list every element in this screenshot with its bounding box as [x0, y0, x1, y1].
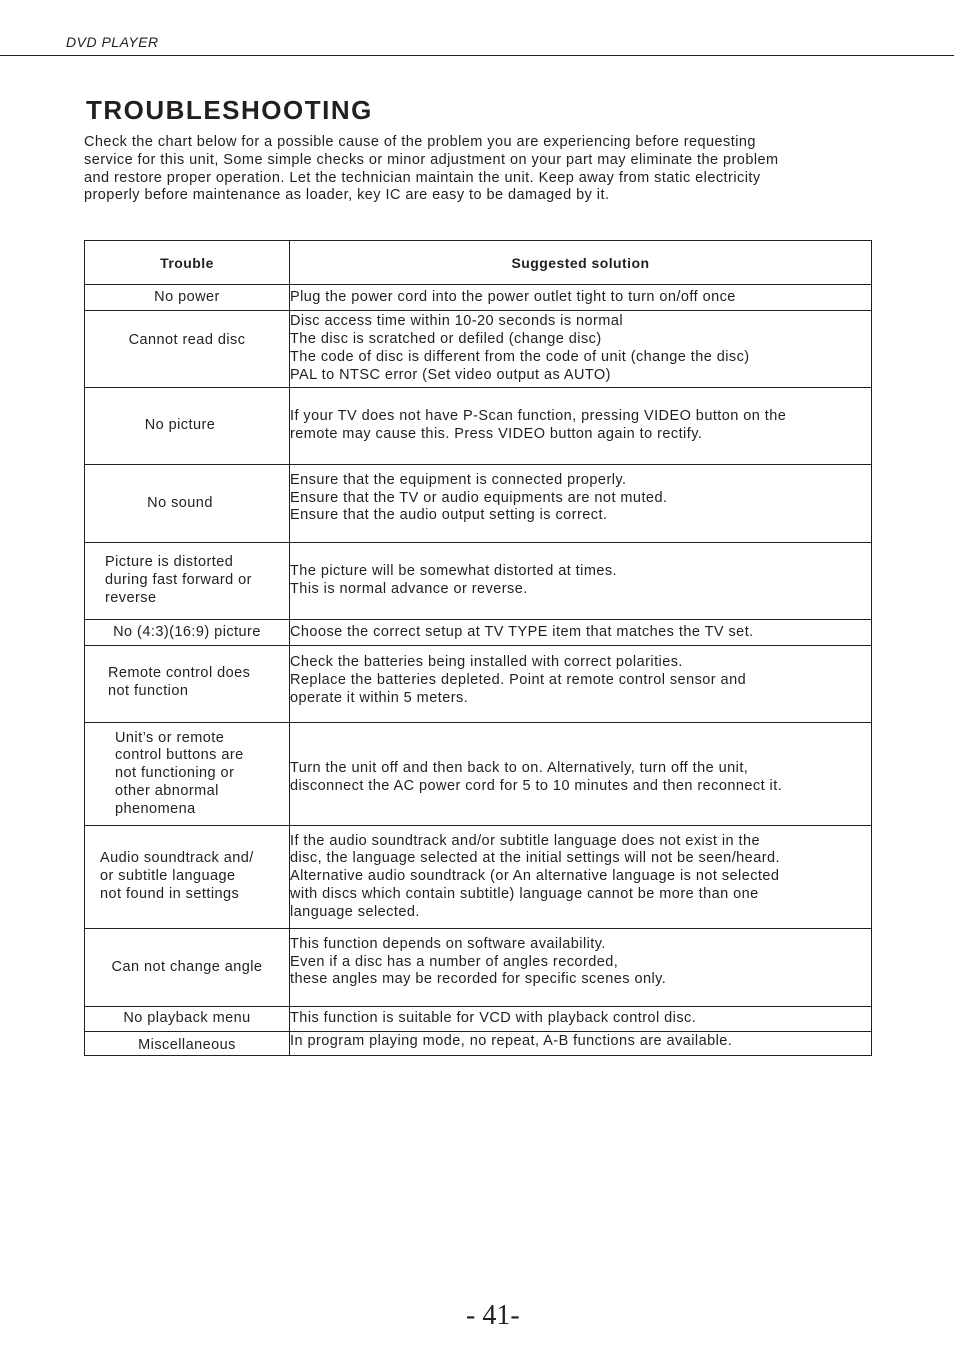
trouble-cell — [85, 1007, 290, 1032]
solution-cell — [290, 723, 872, 826]
table-row — [85, 1032, 872, 1056]
solution-line: In program playing mode, no repeat, A-B functions are available. — [290, 1032, 733, 1049]
solution-line: Disc access time within 10-20 seconds is normal — [290, 313, 624, 330]
table-row — [85, 465, 872, 543]
solution-cell — [290, 1032, 872, 1056]
table-row — [85, 388, 872, 465]
solution-cell — [290, 826, 872, 929]
solution-line: these angles may be recorded for specific scenes only. — [290, 971, 667, 988]
solution-line: The picture will be somewhat distorted at times. — [290, 563, 618, 580]
trouble-line: phenomena — [115, 800, 196, 817]
trouble-line: No power — [154, 288, 220, 305]
solution-line: Plug the power cord into the power outlet tight to turn on/off once — [290, 288, 736, 305]
trouble-line: Remote control does — [108, 665, 251, 682]
solution-line: operate it within 5 meters. — [290, 689, 469, 706]
trouble-line: No sound — [147, 494, 213, 511]
trouble-cell — [85, 311, 290, 388]
solution-line: Alternative audio soundtrack (or An alternative language is not selected — [290, 868, 780, 885]
trouble-line: Unit’s or remote — [115, 729, 225, 746]
intro-line: Check the chart below for a possible cause of the problem you are experiencing before requesting — [84, 134, 756, 150]
trouble-cell — [85, 465, 290, 543]
trouble-line: Audio soundtrack and/ — [100, 850, 254, 867]
header-label: DVD PLAYER — [66, 34, 159, 50]
header-rule — [0, 55, 954, 56]
solution-line: The disc is scratched or defiled (change disc) — [290, 331, 602, 348]
solution-line: with discs which contain subtitle) language cannot be more than one — [290, 885, 759, 902]
table-row — [85, 285, 872, 311]
trouble-line: during fast forward or — [105, 572, 252, 589]
intro-paragraph — [84, 134, 884, 205]
solution-cell — [290, 620, 872, 646]
solution-line: remote may cause this. Press VIDEO button again to rectify. — [290, 426, 703, 442]
trouble-cell — [85, 620, 290, 646]
solution-line: Even if a disc has a number of angles recorded, — [290, 953, 619, 970]
trouble-line: Cannot read disc — [128, 332, 246, 349]
trouble-line: not found in settings — [100, 885, 240, 902]
trouble-cell — [85, 929, 290, 1007]
trouble-cell — [85, 723, 290, 826]
trouble-line: not functioning or — [115, 765, 235, 782]
troubleshooting-table — [84, 240, 872, 1056]
solution-line: Replace the batteries depleted. Point at remote control sensor and — [290, 672, 747, 689]
page-number: - 41- — [466, 1300, 520, 1331]
solution-line: Turn the unit off and then back to on. Alternatively, turn off the unit, — [290, 760, 749, 777]
trouble-line: Picture is distorted — [105, 554, 234, 571]
page-title: TROUBLESHOOTING — [86, 95, 373, 125]
table-row — [85, 646, 872, 723]
trouble-cell — [85, 388, 290, 465]
trouble-line: No picture — [144, 417, 216, 434]
trouble-line: reverse — [105, 589, 157, 606]
solution-line: Check the batteries being installed with correct polarities. — [290, 654, 683, 671]
solution-cell — [290, 543, 872, 620]
trouble-cell — [85, 646, 290, 723]
trouble-line: control buttons are — [115, 747, 244, 764]
table-row — [85, 620, 872, 646]
trouble-cell — [85, 826, 290, 929]
solution-line: Choose the correct setup at TV TYPE item that matches the TV set. — [290, 623, 754, 640]
solution-cell — [290, 311, 872, 388]
solution-line: Ensure that the TV or audio equipments are not muted. — [290, 489, 668, 506]
solution-cell — [290, 465, 872, 543]
solution-line: Ensure that the audio output setting is correct. — [290, 507, 608, 524]
solution-line: language selected. — [290, 903, 420, 920]
trouble-line: other abnormal — [115, 782, 219, 799]
trouble-line: not function — [108, 683, 189, 699]
intro-line: properly before maintenance as loader, key IC are easy to be damaged by it. — [84, 187, 610, 204]
solution-line: The code of disc is different from the code of unit (change the disc) — [290, 349, 750, 365]
solution-line: If your TV does not have P-Scan function, pressing VIDEO button on the — [290, 408, 787, 425]
solution-cell — [290, 929, 872, 1007]
table-row — [85, 929, 872, 1007]
table-row — [85, 1007, 872, 1032]
solution-cell — [290, 646, 872, 723]
table-row — [85, 311, 872, 388]
trouble-line: No playback menu — [123, 1010, 251, 1027]
intro-line: and restore proper operation. Let the technician maintain the unit. Keep away from static electricity — [84, 169, 761, 186]
solution-line: disconnect the AC power cord for 5 to 10 minutes and then reconnect it. — [290, 778, 783, 794]
trouble-line: Can not change angle — [111, 958, 263, 975]
solution-line: This function depends on software availability. — [290, 935, 606, 952]
trouble-cell — [85, 543, 290, 620]
table-row — [85, 723, 872, 826]
solution-cell — [290, 285, 872, 311]
table-row — [85, 543, 872, 620]
solution-line: disc, the language selected at the initial settings will not be seen/heard. — [290, 850, 780, 867]
trouble-line: or subtitle language — [100, 868, 236, 885]
solution-line: This function is suitable for VCD with playback control disc. — [290, 1010, 697, 1027]
trouble-line: Miscellaneous — [138, 1036, 236, 1053]
trouble-cell — [85, 285, 290, 311]
table-header-row — [85, 241, 872, 285]
trouble-line: No (4:3)(16:9) picture — [113, 623, 261, 640]
solution-column-header: Suggested solution — [290, 241, 872, 285]
solution-cell — [290, 1007, 872, 1032]
solution-cell — [290, 388, 872, 465]
trouble-column-header: Trouble — [85, 241, 290, 285]
solution-line: This is normal advance or reverse. — [290, 581, 528, 597]
table-row — [85, 826, 872, 929]
solution-line: If the audio soundtrack and/or subtitle language does not exist in the — [290, 832, 761, 849]
intro-line: service for this unit, Some simple checks or minor adjustment on your part may eliminate the problem — [84, 151, 779, 168]
solution-line: Ensure that the equipment is connected properly. — [290, 471, 627, 488]
trouble-cell — [85, 1032, 290, 1056]
solution-line: PAL to NTSC error (Set video output as AUTO) — [290, 366, 611, 383]
